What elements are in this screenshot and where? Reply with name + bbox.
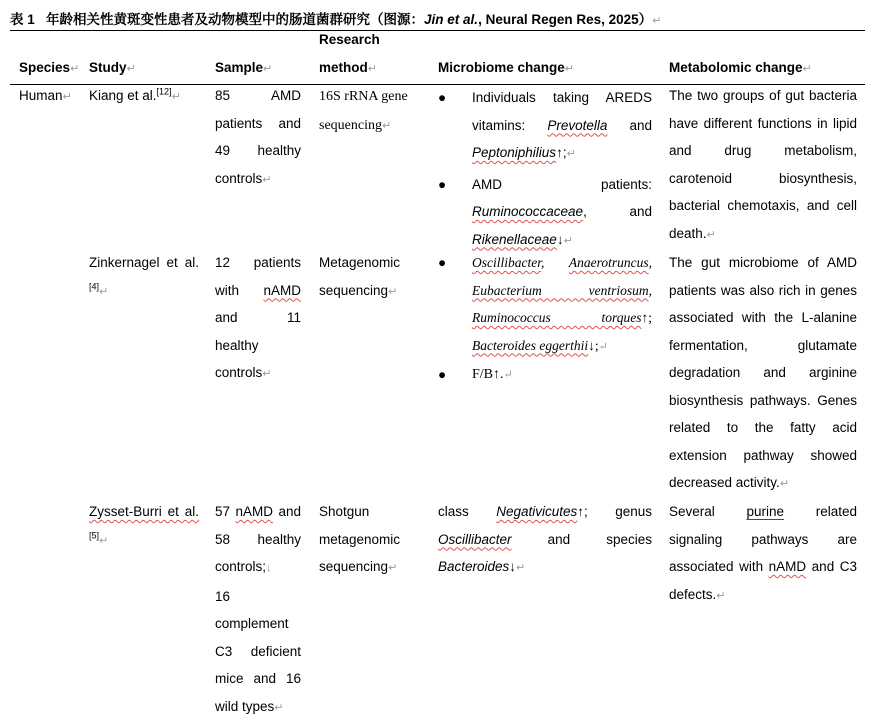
caption-title: 年龄相关性黄斑变性患者及动物模型中的肠道菌群研究（图源： [46, 12, 425, 27]
list-item: ● AMD patients: Ruminococcaceae, and Rikenellaceae↓↵ [438, 176, 652, 247]
header-study: Study↵ [89, 60, 136, 75]
cell-microbiome-zysset: class Negativicutes↑; genus Oscillibacter and species Bacteroides↓↵ [438, 504, 652, 574]
header-species: Species↵ [19, 60, 80, 75]
cell-method-zinkernagel: Metagenomic sequencing↵ [319, 255, 401, 298]
cell-metabolomic-kiang: The two groups of gut bacteria have different functions in lipid and drug metabolism, carotenoid biosynthesis, bacterial chemotaxis, and cell death.↵ [669, 88, 857, 241]
list-item: ● F/B↑.↵ [438, 367, 513, 382]
cell-study-kiang: Kiang et al.[12]↵ [89, 86, 181, 103]
caption-authors: Jin et al. [424, 12, 479, 27]
cell-microbiome-zinkernagel [438, 249, 652, 390]
cell-method-kiang: 16S rRNA gene sequencing↵ [319, 89, 408, 133]
caption-label: 表 1 [10, 12, 35, 27]
cell-sample-zysset: 57 nAMD and 58 healthy controls;↓ 16 complement C3 deficient mice and 16 wild types↵ [215, 504, 301, 714]
cell-sample-zinkernagel: 12 patients with nAMD and 11 healthy controls↵ [215, 255, 301, 380]
header-sample: Sample↵ [215, 60, 273, 75]
cell-metabolomic-zysset: Several purine related signaling pathways are associated with nAMD and C3 defects.↵ [669, 504, 857, 602]
cell-microbiome-kiang [438, 84, 652, 255]
cell-species-human: Human↵ [19, 88, 72, 103]
header-method: Research method↵ [319, 32, 380, 75]
list-item: ● Oscillibacter, Anaerotruncus, Eubacterium ventriosum, Ruminococcus torques↑; Bacteroides eggerthii↓;↵ [438, 255, 652, 353]
cell-method-zysset: Shotgun metagenomic sequencing↵ [319, 504, 401, 574]
header-microbiome: Microbiome change↵ [438, 60, 574, 75]
list-item: ● Individuals taking AREDS vitamins: Prevotella and Peptoniphilius↑;↵ [438, 90, 652, 160]
cell-metabolomic-zinkernagel: The gut microbiome of AMD patients was also rich in genes associated with the L-alanine fermentation, glutamate degradation and arginine biosynthesis pathways. Genes related to the fatty acid extension pathway showed decreased activity.↵ [669, 255, 857, 490]
header-metabolomic: Metabolomic change↵ [669, 60, 812, 75]
table-caption: 表 1 年龄相关性黄斑变性患者及动物模型中的肠道菌群研究（图源：Jin et al., Neural Regen Res, 2025）↵ [10, 12, 662, 27]
caption-source: , Neural Regen Res, 2025） [478, 12, 653, 27]
table-top-rule [10, 30, 865, 31]
cell-study-zinkernagel: Zinkernagel et al.[4]↵ [89, 255, 199, 298]
cell-sample-kiang: 85 AMD patients and 49 healthy controls↵ [215, 88, 301, 186]
cell-study-zysset: Zysset-Burri et al.[5]↵ [89, 504, 199, 547]
